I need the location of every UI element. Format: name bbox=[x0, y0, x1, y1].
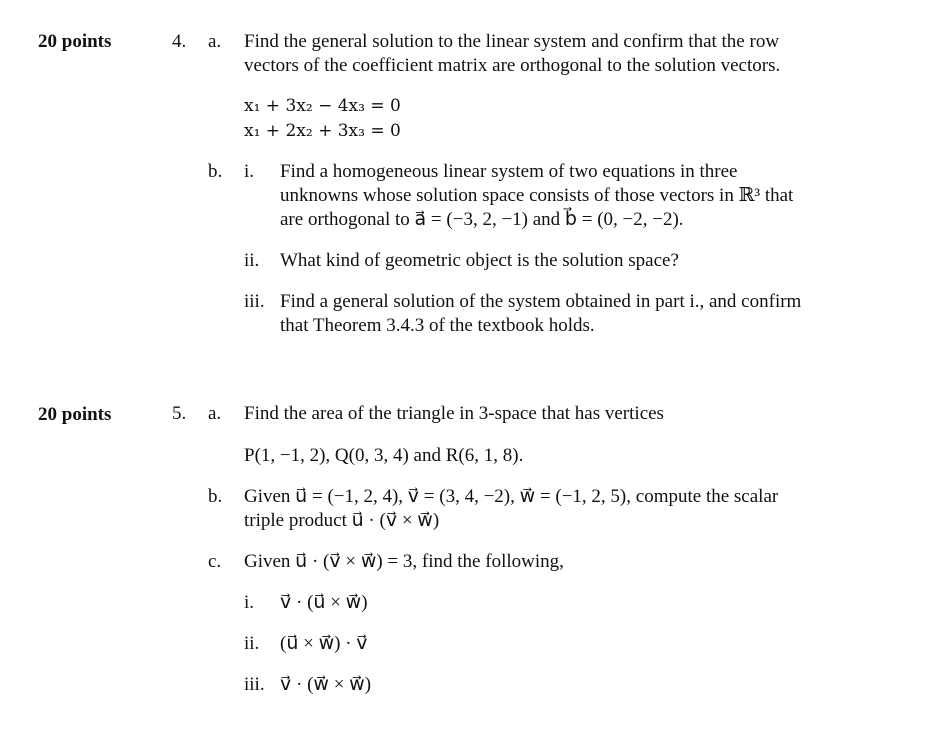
problem-4-points: 20 points bbox=[38, 31, 112, 52]
problem-5-points: 20 points bbox=[38, 404, 112, 425]
problem-4b-i-line3: are orthogonal to a⃗ = (−3, 2, −1) and b⃗ = (0, −2, −2). bbox=[280, 209, 684, 230]
problem-5c-ii-label: ii. bbox=[244, 633, 260, 654]
problem-5c-line1: Given u⃗ · (v⃗ × w⃗) = 3, find the following, bbox=[244, 551, 564, 572]
problem-5c-i-expr: v⃗ · (u⃗ × w⃗) bbox=[280, 592, 368, 613]
problem-4b-ii-label: ii. bbox=[244, 250, 260, 271]
problem-5c-i-label: i. bbox=[244, 592, 255, 613]
problem-4-number: 4. bbox=[172, 31, 187, 52]
problem-4b-ii-line1: What kind of geometric object is the solution space? bbox=[280, 250, 679, 271]
problem-4b-iii-line1: Find a general solution of the system obtained in part i., and confirm bbox=[280, 291, 802, 312]
problem-5b-line2: triple product u⃗ · (v⃗ × w⃗) bbox=[244, 510, 440, 531]
problem-5c-iii-label: iii. bbox=[244, 674, 265, 695]
problem-5c-label: c. bbox=[208, 551, 222, 572]
problem-5c-ii-expr: (u⃗ × w⃗) · v⃗ bbox=[280, 633, 368, 654]
problem-5a-label: a. bbox=[208, 403, 222, 424]
problem-4b-label: b. bbox=[208, 161, 223, 182]
problem-4a-text-line1: Find the general solution to the linear system and confirm that the row bbox=[244, 31, 780, 52]
problem-5-number: 5. bbox=[172, 403, 187, 424]
problem-5a-vertices: P(1, −1, 2), Q(0, 3, 4) and R(6, 1, 8). bbox=[244, 445, 524, 466]
problem-4b-iii-label: iii. bbox=[244, 291, 265, 312]
problem-5a-line1: Find the area of the triangle in 3-space that has vertices bbox=[244, 403, 664, 424]
problem-4b-i-line1: Find a homogeneous linear system of two equations in three bbox=[280, 161, 738, 182]
problem-4b-i-line2: unknowns whose solution space consists of those vectors in ℝ³ that bbox=[280, 185, 794, 206]
problem-5b-label: b. bbox=[208, 486, 223, 507]
problem-4a-equation-2: x₁ + 2x₂ + 3x₃ = 0 bbox=[244, 121, 401, 141]
problem-5c-iii-expr: v⃗ · (w⃗ × w⃗) bbox=[280, 674, 372, 695]
problem-4a-text-line2: vectors of the coefficient matrix are orthogonal to the solution vectors. bbox=[244, 55, 781, 76]
problem-4b-i-label: i. bbox=[244, 161, 255, 182]
problem-4b-iii-line2: that Theorem 3.4.3 of the textbook holds. bbox=[280, 315, 595, 336]
problem-4a-equation-1: x₁ + 3x₂ − 4x₃ = 0 bbox=[244, 96, 401, 116]
problem-5b-line1: Given u⃗ = (−1, 2, 4), v⃗ = (3, 4, −2), w⃗ = (−1, 2, 5), compute the scalar bbox=[244, 486, 779, 507]
problem-4a-label: a. bbox=[208, 31, 222, 52]
